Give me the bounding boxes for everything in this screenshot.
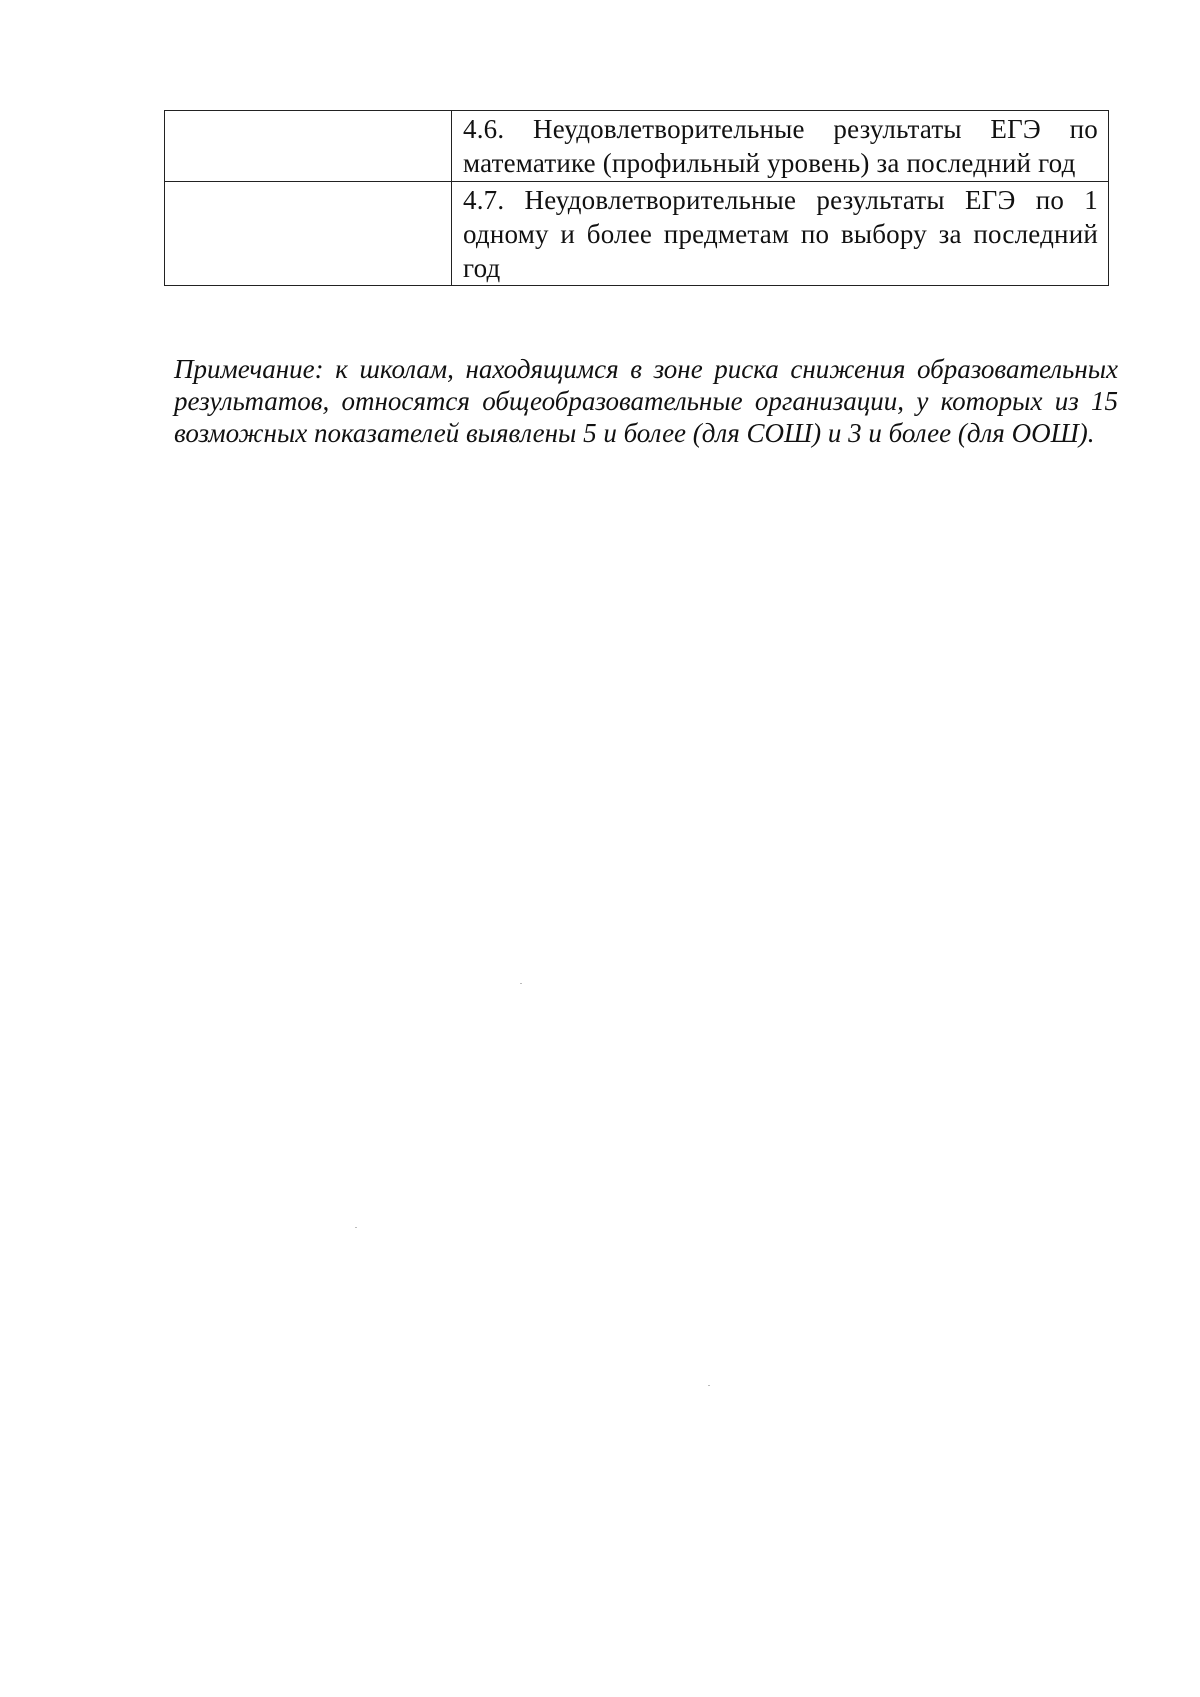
indicator-4-7-text: 4.7. Неудовлетворительные результаты ЕГЭ по 1 одному и более предметам по выбору за последний год	[463, 185, 1098, 283]
scan-speck	[520, 983, 522, 984]
scan-speck	[708, 1385, 710, 1386]
table-cell-indicator	[452, 182, 1109, 286]
table-cell-indicator	[452, 111, 1109, 182]
table-cell-empty	[165, 111, 452, 182]
table-cell-left-text	[165, 182, 451, 183]
indicator-4-6-text: 4.6. Неудовлетворительные результаты ЕГЭ по математике (профильный уровень) за последний год	[463, 114, 1098, 178]
table-row	[165, 111, 1109, 182]
table-cell-empty	[165, 182, 452, 286]
note-paragraph: Примечание: к школам, находящимся в зоне риска снижения образовательных результатов, относятся общеобразовательные организации, у которых из 15 возможных показателей выявлены 5 и более (для СОШ) и 3 и более (для ООШ).	[174, 354, 1118, 448]
indicators-table	[164, 110, 1109, 286]
scan-speck	[355, 1227, 357, 1228]
table-row	[165, 182, 1109, 286]
table-cell-left-text	[165, 111, 451, 112]
